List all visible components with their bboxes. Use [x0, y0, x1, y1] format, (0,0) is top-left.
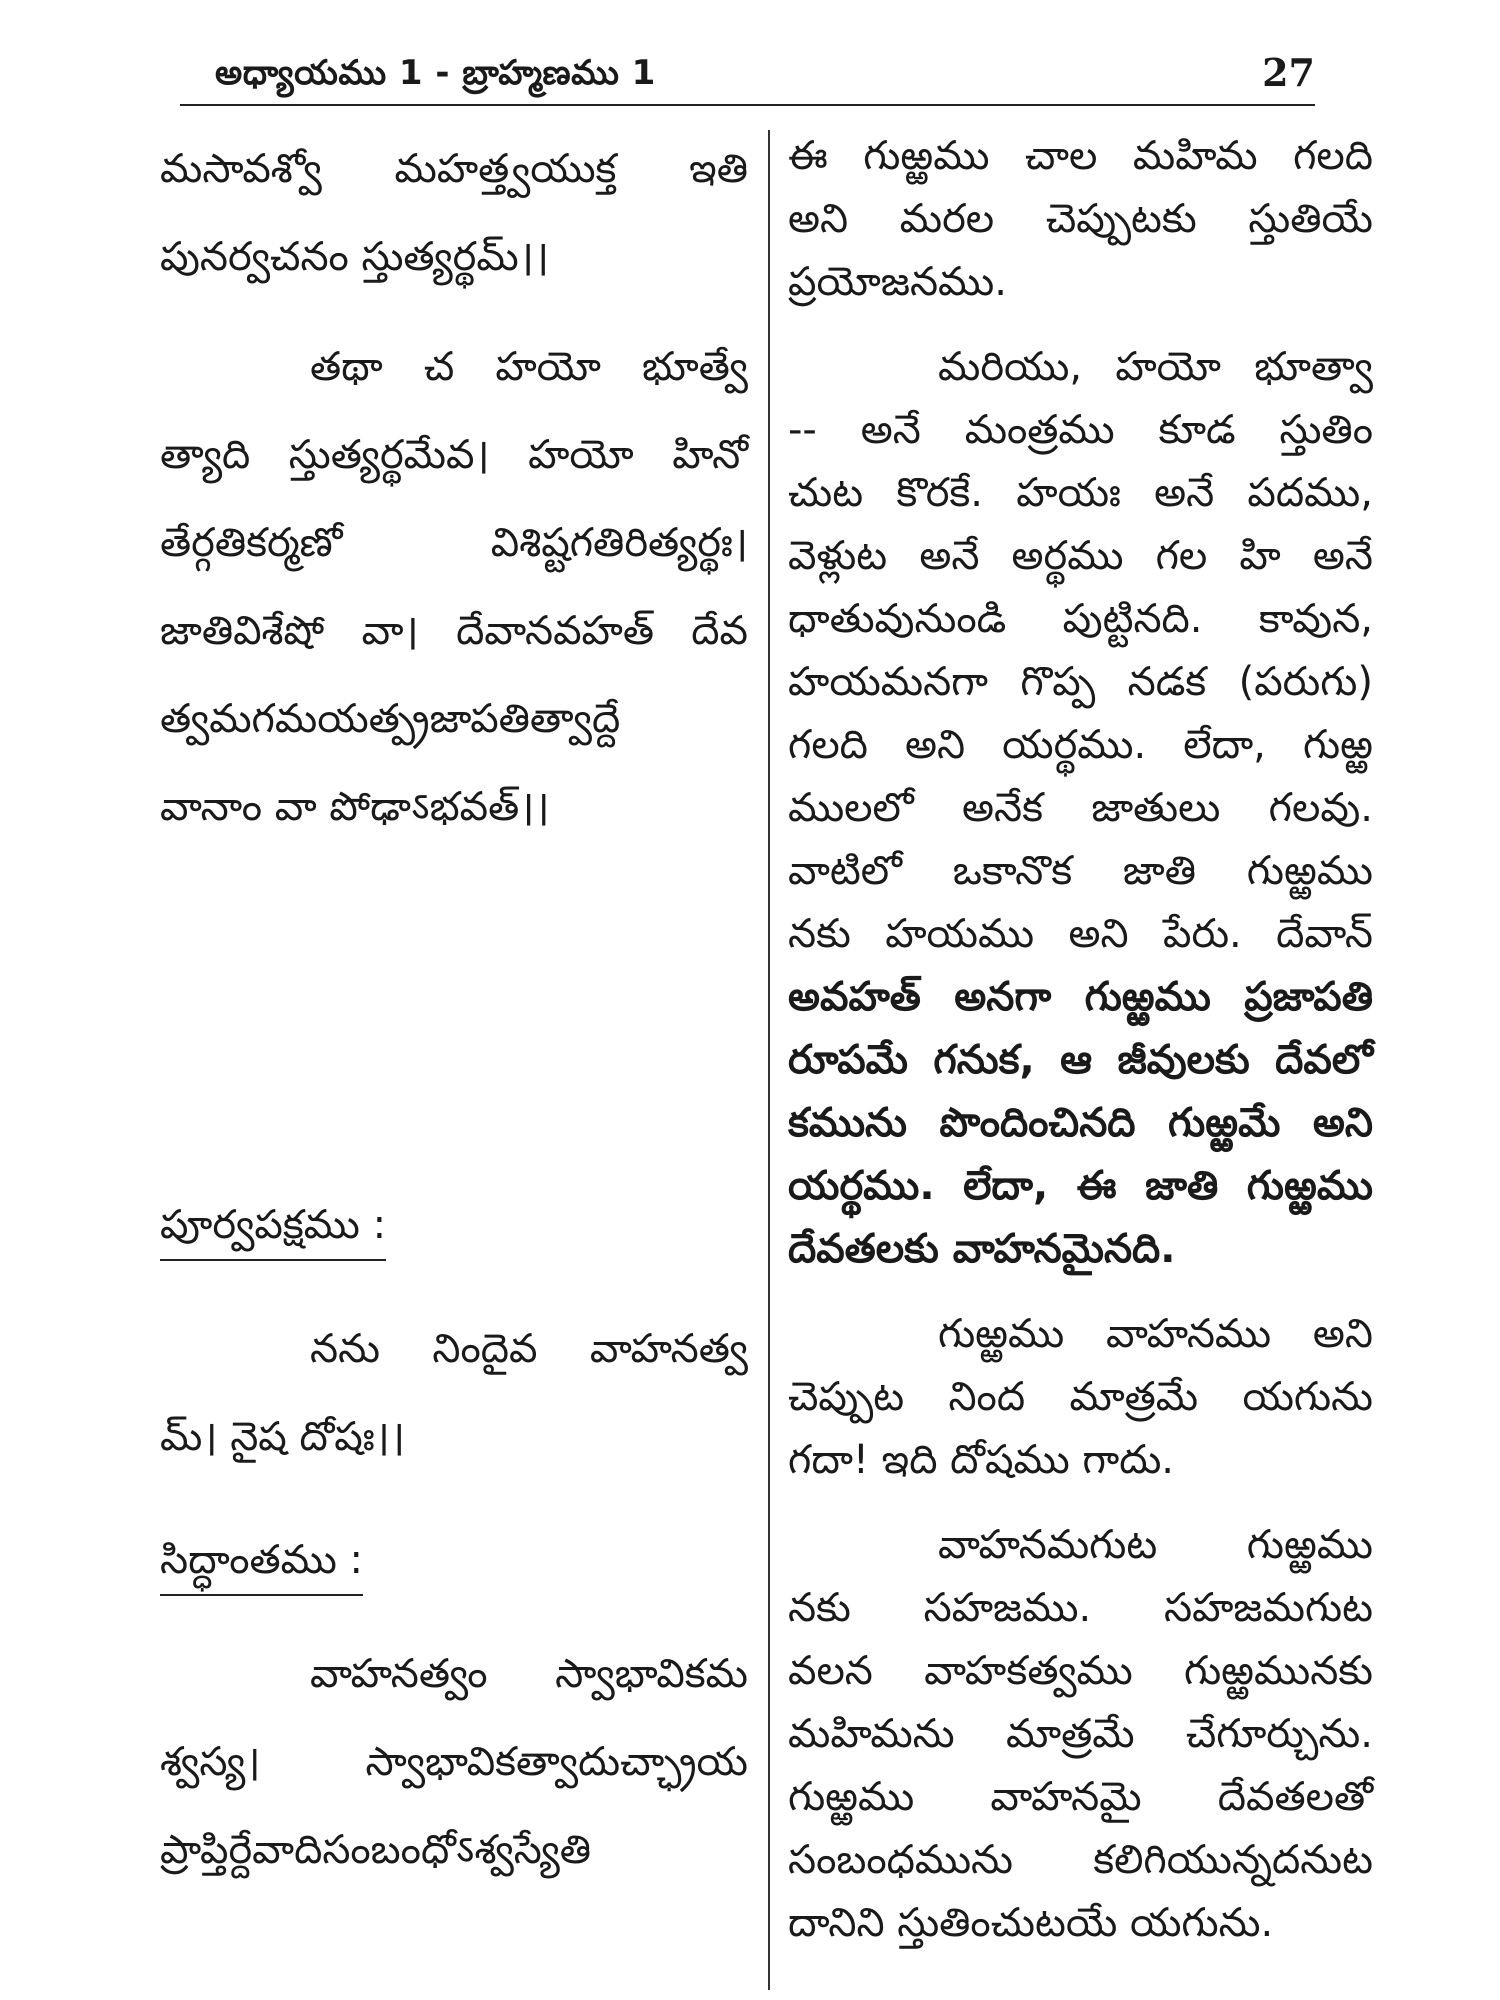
sanskrit-line: వాహనత్వం స్వాభావికమ: [310, 1651, 748, 1697]
section-heading-wrap: [160, 1195, 386, 1261]
telugu-line: నకు సహజము. సహజమగుట: [788, 1585, 1373, 1631]
sanskrit-line: శ్వస్య। స్వాభావికత్వాదుచ్ఛ్రాయ: [160, 1739, 748, 1785]
sanskrit-block: [160, 1630, 748, 1894]
siddhanta-heading: సిద్ధాంతము :: [160, 1530, 363, 1596]
sanskrit-line: జాతివిశేషో వా। దేవానవహత్ దేవ: [160, 608, 748, 654]
telugu-line: ఈ గుఱ్ఱము చాల మహిమ గలది: [788, 133, 1373, 179]
telugu-line: సంబంధమును కలిగియున్నదనుట: [788, 1837, 1373, 1883]
page-number: 27: [1262, 50, 1315, 95]
telugu-line: మరియు, హయో భూత్వా: [938, 344, 1373, 390]
sanskrit-line: మసావశ్వో మహత్త్వయుక్త ఇతి: [160, 146, 748, 192]
column-divider: [768, 130, 770, 1990]
page-header: [215, 48, 1315, 98]
sanskrit-column: [160, 125, 748, 851]
telugu-line: నకు హయము అని పేరు. దేవాన్: [788, 911, 1373, 957]
purvapaksha-heading: పూర్వపక్షము :: [160, 1195, 386, 1261]
telugu-line: వాహనమగుట గుఱ్ఱము: [938, 1522, 1373, 1568]
telugu-line: గదా! ఇది దోషము గాదు.: [788, 1437, 1175, 1483]
telugu-line: చుట కొరకే. హయః అనే పదము,: [788, 470, 1373, 516]
sanskrit-line: తథా చ హయో భూత్వే: [310, 344, 748, 390]
telugu-line: వెళ్లుట అనే అర్థము గల హి అనే: [788, 533, 1373, 579]
telugu-line: గుఱ్ఱము వాహనమై దేవతలతో: [788, 1774, 1373, 1820]
telugu-line-bold: యర్థము. లేదా, ఈ జాతి గుఱ్ఱము: [788, 1163, 1373, 1209]
telugu-line: దానిని స్తుతించుటయే యగును.: [788, 1900, 1274, 1946]
telugu-line: గుఱ్ఱము వాహనము అని: [938, 1311, 1373, 1357]
sanskrit-line: నను నిందైవ వాహనత్వ: [310, 1326, 748, 1372]
section-heading-wrap: [160, 1530, 363, 1596]
telugu-line: వాటిలో ఒకానొక జాతి గుఱ్ఱము: [788, 848, 1373, 894]
telugu-line-bold: కమును పొందించినది గుఱ్ఱమే అని: [788, 1100, 1373, 1146]
telugu-line-bold: దేవతలకు వాహనమైనది.: [788, 1226, 1176, 1272]
telugu-line: వలన వాహకత్వము గుఱ్ఱమునకు: [788, 1648, 1373, 1694]
telugu-line: హయమనగా గొప్ప నడక (పరుగు): [788, 659, 1373, 705]
telugu-line-bold: అవహత్ అనగా గుఱ్ఱము ప్రజాపతి: [788, 974, 1373, 1020]
telugu-line: చెప్పుట నింద మాత్రమే యగును: [788, 1374, 1373, 1420]
telugu-column: [788, 125, 1373, 1955]
telugu-line: ములలో అనేక జాతులు గలవు.: [788, 785, 1373, 831]
telugu-line-bold: రూపమే గనుక, ఆ జీవులకు దేవలో: [788, 1037, 1373, 1083]
telugu-line: అని మరల చెప్పుటకు స్తుతియే: [788, 196, 1373, 242]
running-title: అధ్యాయము 1 - బ్రాహ్మణము 1: [215, 53, 656, 93]
sanskrit-line: ప్రాప్తిర్దేవాదిసంబంధోऽశ్వస్యేతి: [160, 1827, 592, 1873]
sanskrit-line: మ్। నైష దోషః।।: [160, 1414, 405, 1460]
telugu-line: మహిమను మాత్రమే చేగూర్చును.: [788, 1711, 1373, 1757]
sanskrit-line: త్యాది స్తుత్యర్థమేవ। హయో హినో: [160, 432, 748, 478]
telugu-line: గలది అని యర్థము. లేదా, గుఱ్ఱ: [788, 722, 1373, 768]
header-rule: [180, 104, 1315, 106]
sanskrit-block: [160, 1305, 748, 1481]
sanskrit-line: పునర్వచనం స్తుత్యర్థమ్।।: [160, 234, 550, 280]
sanskrit-line: తేర్గతికర్మణో విశిష్టగతిరిత్యర్థః।: [160, 520, 748, 566]
telugu-line: ధాతువునుండి పుట్టినది. కావున,: [788, 596, 1373, 642]
sanskrit-line: త్వమగమయత్ప్రజాపతిత్వాద్దే: [160, 696, 621, 742]
sanskrit-line: వానాం వా పోఢాऽభవత్।।: [160, 784, 550, 830]
telugu-line: -- అనే మంత్రము కూడ స్తుతిం: [788, 407, 1373, 453]
telugu-line: ప్రయోజనము.: [788, 259, 1007, 305]
